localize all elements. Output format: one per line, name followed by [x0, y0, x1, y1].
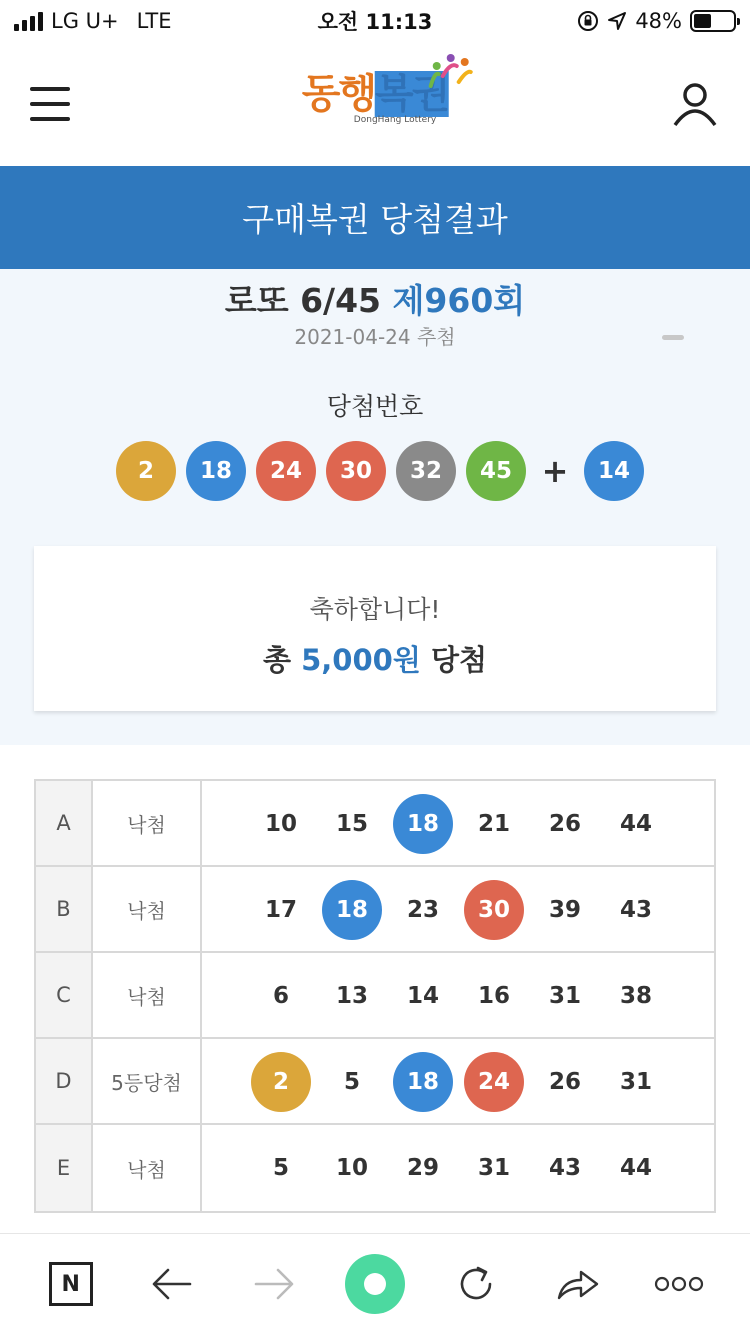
menu-button[interactable]: [30, 79, 80, 129]
game-name: 로또 6/45: [224, 281, 382, 320]
winning-ball: 18: [186, 441, 246, 501]
clock: 오전 11:13: [317, 10, 433, 34]
round-number: 제960회: [392, 281, 526, 320]
prize-prefix: 총: [262, 643, 291, 677]
bonus-ball: 14: [584, 441, 644, 501]
matched-number: 24: [464, 1052, 524, 1112]
round-title: [0, 275, 750, 322]
ticket-number: 5: [272, 1155, 289, 1181]
logo[interactable]: [302, 62, 449, 125]
refresh-button[interactable]: [441, 1249, 511, 1319]
share-arrow-icon: [555, 1264, 601, 1304]
hamburger-icon: [30, 87, 70, 91]
logo-text-1: 동행: [301, 71, 375, 117]
ticket-numbers: [202, 1039, 714, 1123]
game-result: 낙첨: [93, 781, 202, 865]
browser-toolbar: [0, 1233, 750, 1334]
game-result: 5등당첨: [93, 1039, 202, 1123]
app-header: [0, 42, 750, 166]
status-bar: [0, 0, 750, 42]
ticket-number: 29: [406, 1155, 439, 1181]
ticket-row: [36, 953, 714, 1039]
page-title-banner: [0, 166, 750, 269]
ticket-numbers: [202, 1125, 714, 1211]
arrow-right-icon: [252, 1266, 296, 1302]
ticket-row: [36, 1125, 714, 1211]
draw-summary: [0, 269, 750, 745]
ticket-number: 14: [406, 983, 439, 1009]
ticket-numbers: [202, 867, 714, 951]
hamburger-line: [30, 117, 70, 121]
game-letter: E: [36, 1125, 93, 1211]
share-button[interactable]: [543, 1249, 613, 1319]
page-title: 구매복권 당첨결과: [242, 200, 508, 239]
winning-ball: 24: [256, 441, 316, 501]
ticket-number: 44: [619, 811, 652, 837]
game-result: 낙첨: [93, 1125, 202, 1211]
logo-subtitle: DongHang Lottery: [353, 115, 437, 125]
matched-number: 30: [464, 880, 524, 940]
forward-button[interactable]: [239, 1249, 309, 1319]
ticket-number: 21: [477, 811, 510, 837]
draw-date: 2021-04-24 추첨: [294, 325, 456, 349]
more-button[interactable]: [644, 1249, 714, 1319]
ticket-number: 43: [548, 1155, 581, 1181]
naver-icon: N: [49, 1262, 93, 1306]
winning-ball: 45: [466, 441, 526, 501]
ticket-number: 16: [477, 983, 510, 1009]
rotation-lock-icon: [577, 10, 599, 32]
more-dots-icon: [654, 1276, 704, 1292]
ticket-numbers: [202, 781, 714, 865]
winning-numbers: [116, 441, 654, 501]
ticket-number: 31: [477, 1155, 510, 1181]
ticket-number: 13: [335, 983, 368, 1009]
winning-numbers-label: 당첨번호: [326, 392, 424, 421]
ticket-number: 26: [548, 811, 581, 837]
ticket-number: 44: [619, 1155, 652, 1181]
back-button[interactable]: [137, 1249, 207, 1319]
ticket-number: 31: [619, 1069, 652, 1095]
congrats-message: 축하합니다!: [309, 595, 441, 624]
game-letter: D: [36, 1039, 93, 1123]
matched-number: 18: [393, 1052, 453, 1112]
ticket-table: [34, 779, 716, 1213]
scroll-indicator: [662, 335, 684, 340]
winning-ball: 32: [396, 441, 456, 501]
status-left: [14, 9, 172, 33]
winning-ball: 2: [116, 441, 176, 501]
game-letter: A: [36, 781, 93, 865]
location-icon: [607, 11, 627, 31]
ticket-number: 17: [264, 897, 297, 923]
congrats-card: [34, 546, 716, 711]
game-result: 낙첨: [93, 953, 202, 1037]
prize-amount: 5,000원: [301, 643, 421, 677]
matched-number: 18: [393, 794, 453, 854]
game-letter: C: [36, 953, 93, 1037]
ticket-number: 39: [548, 897, 581, 923]
ticket-number: 43: [619, 897, 652, 923]
battery-percent: 48%: [635, 9, 682, 33]
green-dot-icon: [345, 1254, 405, 1314]
ticket-number: 5: [343, 1069, 360, 1095]
ticket-number: 38: [619, 983, 652, 1009]
green-dot-button[interactable]: [340, 1249, 410, 1319]
ticket-row: [36, 867, 714, 953]
signal-icon: [14, 11, 43, 31]
ticket-number: 15: [335, 811, 368, 837]
naver-home-button[interactable]: [36, 1249, 106, 1319]
bonus-plus-sign: +: [541, 452, 569, 490]
carrier: LG U+: [51, 9, 119, 33]
ticket-row: [36, 781, 714, 867]
ticket-number: 23: [406, 897, 439, 923]
status-right: [577, 9, 736, 33]
network-type: LTE: [136, 9, 172, 33]
ticket-number: 26: [548, 1069, 581, 1095]
refresh-icon: [454, 1262, 498, 1306]
ticket-numbers: [202, 953, 714, 1037]
ticket-number: 10: [264, 811, 297, 837]
prize-total: [34, 638, 716, 679]
hamburger-line: [30, 102, 70, 106]
logo-text-2: 복권: [375, 71, 449, 117]
user-icon[interactable]: [670, 79, 720, 129]
game-result: 낙첨: [93, 867, 202, 951]
matched-number: 2: [251, 1052, 311, 1112]
prize-suffix: 당첨: [430, 643, 487, 677]
battery-icon: [690, 10, 736, 32]
game-letter: B: [36, 867, 93, 951]
ticket-number: 6: [272, 983, 289, 1009]
ticket-number: 10: [335, 1155, 368, 1181]
ticket-number: 31: [548, 983, 581, 1009]
logo-figures-icon: [422, 52, 476, 92]
winning-ball: 30: [326, 441, 386, 501]
matched-number: 18: [322, 880, 382, 940]
ticket-row: [36, 1039, 714, 1125]
arrow-left-icon: [150, 1266, 194, 1302]
